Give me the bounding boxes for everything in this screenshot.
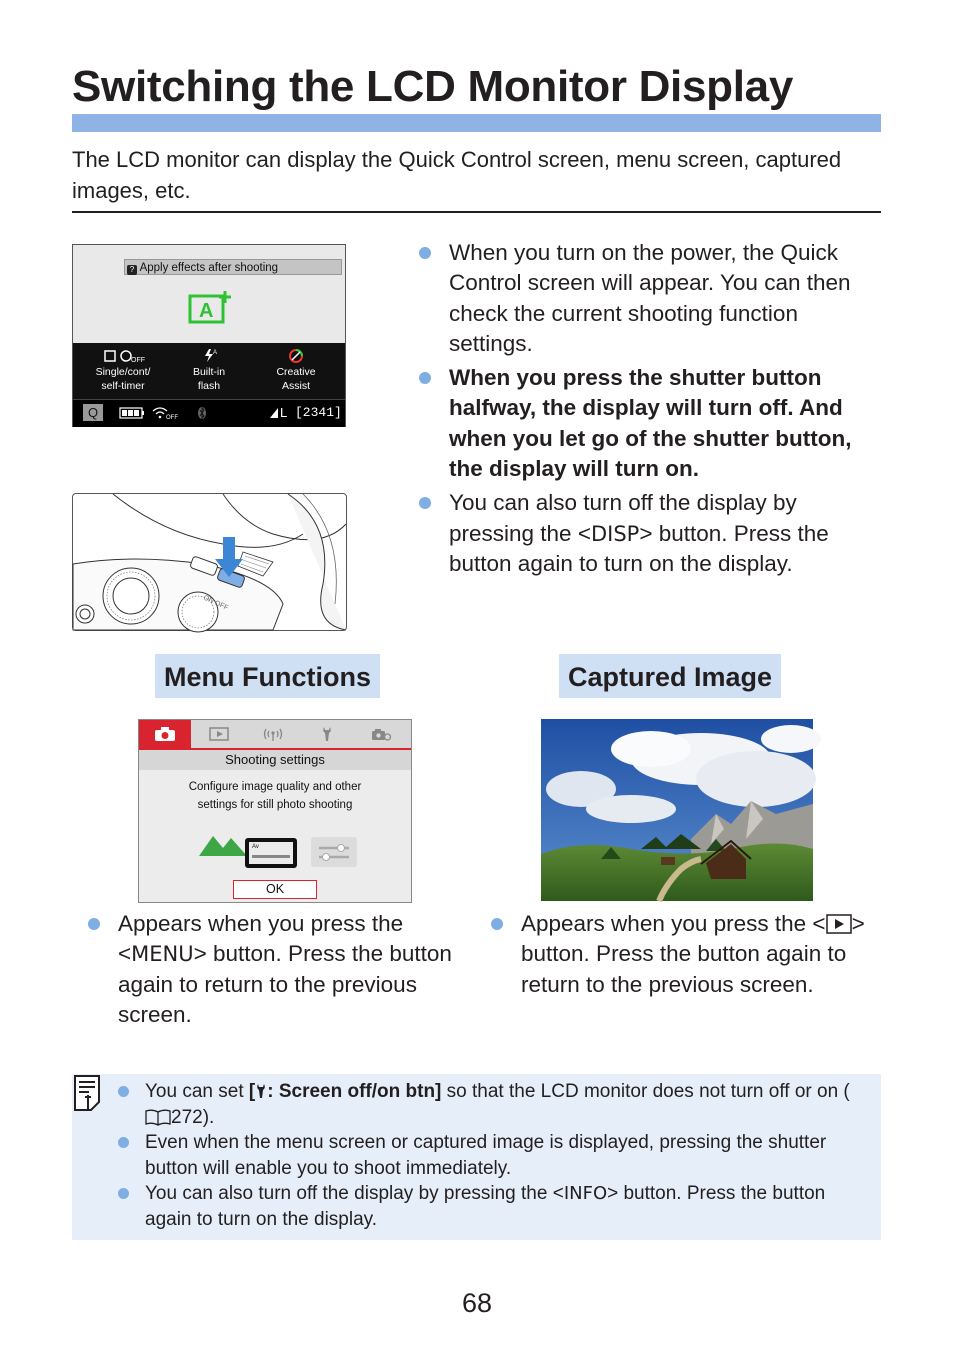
tab-shooting xyxy=(139,720,191,748)
memo-icon xyxy=(74,1075,100,1111)
quick-control-q-icon: Q xyxy=(83,404,103,421)
scene-intelligent-auto-icon xyxy=(187,289,235,325)
setup-wrench-icon xyxy=(255,1083,267,1099)
bullet-disp-button xyxy=(419,488,881,579)
playback-icon xyxy=(208,726,230,742)
bullet-text: Appears when you press the < xyxy=(521,911,826,936)
note-box xyxy=(72,1074,881,1240)
note-text: You can also turn off the display by pressing the < xyxy=(145,1183,564,1204)
drive-mode-icon xyxy=(104,349,144,363)
qc-item-drive xyxy=(83,365,163,393)
disp-button-label: DISP xyxy=(590,521,640,546)
image-quality-value: L xyxy=(280,405,288,420)
help-icon: ? xyxy=(127,265,137,275)
note-text: ). xyxy=(202,1106,215,1128)
qc-item-creative-assist xyxy=(256,365,336,393)
settings-sliders-icon xyxy=(311,837,357,867)
wifi-off-icon xyxy=(151,406,178,421)
bullet-power-on: When you turn on the power, the Quick Control screen will appear. You can then check the current shooting function settings. xyxy=(419,238,881,359)
creative-assist-icon xyxy=(288,348,304,364)
wrench-icon xyxy=(316,726,338,742)
intro-text: The LCD monitor can display the Quick Control screen, menu screen, captured images, etc. xyxy=(72,147,842,203)
bullet-text: > button. Press the button again to return to the previous screen. xyxy=(521,911,865,997)
menu-button-label: MENU xyxy=(131,942,194,967)
qc-tip-bar xyxy=(124,259,342,275)
flash-icon xyxy=(203,348,219,363)
menu-bullet xyxy=(88,909,483,1030)
menu-desc-line: settings for still photo shooting xyxy=(197,799,353,811)
qc-tip-text: Apply effects after shooting xyxy=(139,262,279,274)
note-text: so that the LCD monitor does not turn off or on ( xyxy=(441,1081,850,1102)
camera-body-icon xyxy=(245,838,297,868)
camera-lcd xyxy=(249,842,293,864)
qc-item-label: Built-in xyxy=(192,366,226,378)
qc-function-panel xyxy=(73,343,345,426)
bluetooth-icon xyxy=(197,406,207,420)
image-quality-icon xyxy=(269,407,279,419)
camera-lcd-bar xyxy=(252,855,290,858)
camera-icon xyxy=(154,726,176,742)
menu-tab-bar xyxy=(139,720,411,750)
qc-item-label: Single/cont/ xyxy=(95,366,151,378)
bullet-text: > button. Press the button again to return to the previous screen. xyxy=(118,941,452,1027)
camera-top-drawing xyxy=(73,494,346,630)
captured-landscape-photo xyxy=(541,719,813,901)
captured-bullet xyxy=(491,909,871,1000)
shots-remaining: [2341] xyxy=(295,405,342,420)
menu-bullet-list xyxy=(88,909,483,1030)
qc-item-label: self-timer xyxy=(101,380,145,392)
tab-wireless xyxy=(247,720,299,748)
bullet-shutter-halfway: When you press the shutter button halfway, the display will turn off. And when you let go of the shutter button, the display will turn on. xyxy=(419,363,881,484)
page-reference: 272 xyxy=(171,1106,203,1128)
menu-screen-title: Shooting settings xyxy=(139,750,411,770)
landscape-image xyxy=(541,719,813,901)
mountain-icon xyxy=(199,830,247,856)
tab-playback xyxy=(193,720,245,748)
wireless-icon xyxy=(262,726,284,742)
tab-setup xyxy=(301,720,353,748)
svg-text:OFF: OFF xyxy=(166,415,178,421)
qc-status-bar xyxy=(73,399,345,427)
bullet-text: You can also turn off the display by pressing the < xyxy=(449,490,797,546)
page-title: Switching the LCD Monitor Display xyxy=(72,62,793,111)
captured-image-heading: Captured Image xyxy=(559,654,781,698)
menu-desc-line: Configure image quality and other xyxy=(188,781,362,793)
qc-item-label: flash xyxy=(197,380,221,392)
av-label: Av xyxy=(252,844,259,850)
note-setting-text: : Screen off/on btn] xyxy=(267,1081,442,1102)
qc-item-label: Assist xyxy=(281,380,310,392)
qc-item-flash xyxy=(169,365,249,393)
svg-text:A: A xyxy=(199,300,214,322)
svg-text:A: A xyxy=(213,350,218,356)
note-item-info-button xyxy=(118,1181,868,1232)
bullet-text: > button. Press the button again to turn on the display. xyxy=(449,520,829,576)
qc-item-label: Creative xyxy=(276,366,316,378)
note-item-shoot-immediately: Even when the menu screen or captured image is displayed, pressing the shutter button will enable you to shoot immediately. xyxy=(118,1130,868,1181)
camera-shutter-illustration xyxy=(72,493,347,631)
note-list xyxy=(118,1079,868,1232)
svg-text:ON OFF: ON OFF xyxy=(202,594,230,612)
battery-icon xyxy=(119,407,145,419)
captured-bullet-list xyxy=(491,909,871,1000)
tab-my-menu xyxy=(355,720,407,748)
press-down-arrow-icon xyxy=(214,537,244,577)
menu-screen-description xyxy=(139,778,411,814)
note-setting-bold: [ : Screen off/on btn] xyxy=(248,1081,442,1102)
note-item-screen-off xyxy=(118,1079,868,1130)
info-button-label: INFO xyxy=(563,1183,608,1204)
divider xyxy=(72,211,881,213)
quick-control-screen xyxy=(72,244,346,427)
title-underline xyxy=(72,114,881,132)
menu-screen xyxy=(138,719,412,903)
ok-button: OK xyxy=(233,880,317,899)
right-bullet-list xyxy=(419,238,881,579)
playback-button-icon xyxy=(826,914,852,934)
note-text: > button. Press the button again to turn on the display. xyxy=(145,1183,826,1230)
bullet-text: Appears when you press the < xyxy=(118,911,404,967)
page-number: 68 xyxy=(461,1288,493,1318)
menu-functions-heading: Menu Functions xyxy=(155,654,380,698)
svg-text:OFF: OFF xyxy=(131,357,145,364)
my-menu-icon xyxy=(370,726,392,742)
note-text: You can set xyxy=(145,1081,249,1102)
book-reference-icon xyxy=(145,1108,171,1126)
